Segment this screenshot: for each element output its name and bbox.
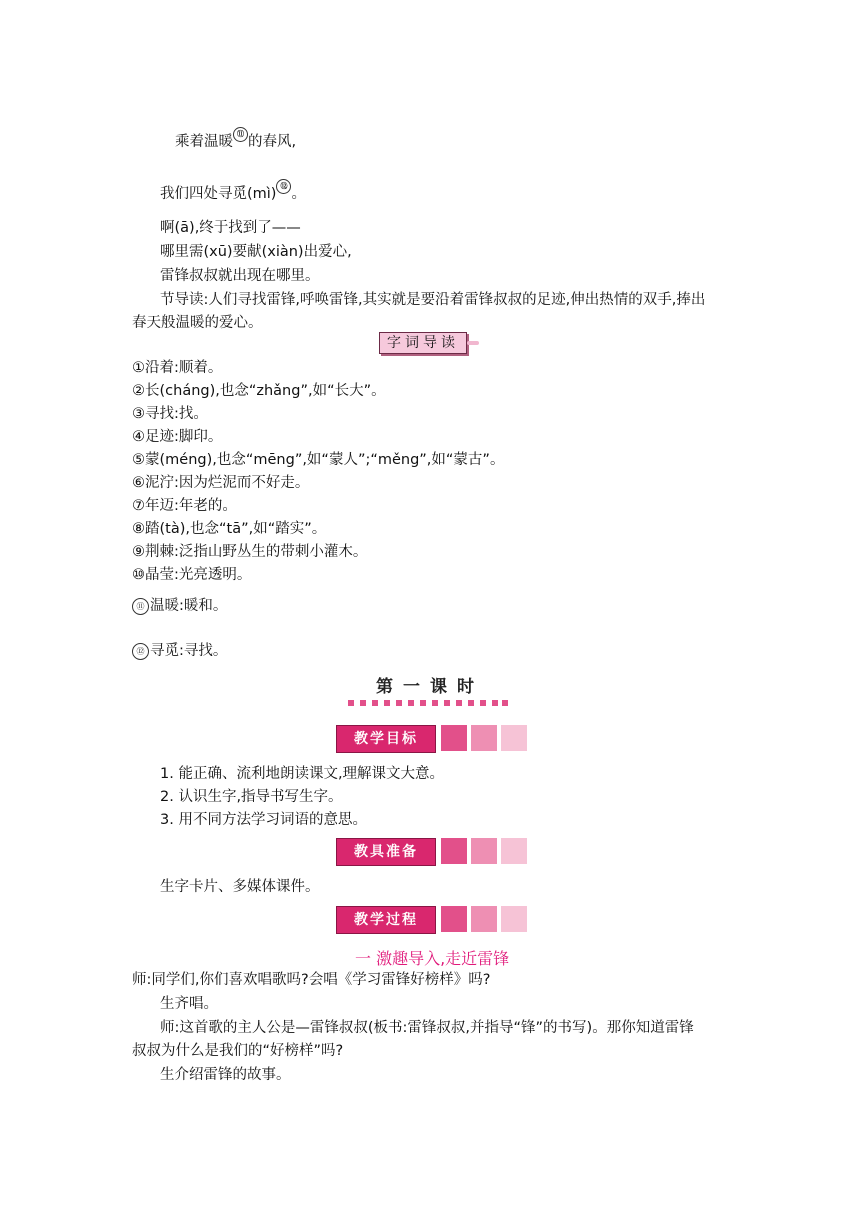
decor-square (441, 906, 467, 932)
process-paragraph: 叔叔为什么是我们的“好榜样”吗? (132, 1043, 344, 1059)
glossary-item: ⑨荆棘:泛指山野丛生的带刺小灌木。 (132, 544, 368, 560)
decor-square (501, 838, 527, 864)
process-step-heading: 一 激趣导入,走近雷锋 (355, 949, 510, 968)
footnote-marker: ⑪ (132, 598, 149, 615)
glossary-item: ⑧踏(tà),也念“tā”,如“踏实”。 (132, 521, 327, 537)
section-guide-line-1: 节导读:人们寻找雷锋,呼唤雷锋,其实就是要沿着雷锋叔叔的足迹,伸出热情的双手,捧出 (160, 292, 706, 308)
glossary-item (132, 596, 227, 616)
decor-square (471, 838, 497, 864)
word-guide-label: 字词导读 (379, 332, 467, 354)
goal-item: 2. 认识生字,指导书写生字。 (160, 789, 343, 805)
glossary-text: 寻觅:寻找。 (150, 643, 228, 659)
decor-square (441, 838, 467, 864)
poem-line-5: 雷锋叔叔就出现在哪里。 (160, 268, 320, 284)
poem-text: 的春风, (248, 134, 297, 150)
tools-text: 生字卡片、多媒体课件。 (160, 879, 320, 895)
poem-text: 乘着温暖 (175, 134, 233, 150)
poem-line-1 (175, 129, 297, 152)
decor-square (501, 725, 527, 751)
glossary-item: ④足迹:脚印。 (132, 429, 223, 445)
footnote-marker: ⑫ (276, 179, 291, 194)
poem-line-2 (160, 181, 306, 204)
glossary-text: 温暖:暖和。 (150, 598, 228, 614)
section-goals-header: 教学目标 (336, 725, 436, 753)
poem-text: 我们四处寻觅(mì) (160, 186, 277, 202)
footnote-marker: ⑪ (233, 127, 248, 142)
glossary-item: ⑥泥泞:因为烂泥而不好走。 (132, 475, 310, 491)
section-guide-line-2: 春天般温暖的爱心。 (132, 315, 263, 331)
process-paragraph: 生齐唱。 (160, 996, 218, 1012)
glossary-item: ②长(cháng),也念“zhǎng”,如“长大”。 (132, 383, 386, 399)
poem-line-4: 哪里需(xū)要献(xiàn)出爱心, (160, 244, 352, 260)
process-paragraph: 师:同学们,你们喜欢唱歌吗?会唱《学习雷锋好榜样》吗? (132, 972, 491, 988)
pencil-tail-icon (467, 341, 479, 345)
decor-square (441, 725, 467, 751)
goal-item: 1. 能正确、流利地朗读课文,理解课文大意。 (160, 766, 445, 782)
glossary-item: ⑩晶莹:光亮透明。 (132, 567, 252, 583)
section-process-header: 教学过程 (336, 906, 436, 934)
lesson-title: 第一课时 (376, 677, 484, 697)
glossary-item: ⑦年迈:年老的。 (132, 498, 237, 514)
lesson-title-underline (348, 700, 508, 708)
decor-square (471, 725, 497, 751)
glossary-item: ①沿着:顺着。 (132, 360, 223, 376)
section-tools-header: 教具准备 (336, 838, 436, 866)
glossary-item: ③寻找:找。 (132, 406, 208, 422)
decor-square (471, 906, 497, 932)
footnote-marker: ⑫ (132, 643, 149, 660)
poem-line-3: 啊(ā),终于找到了—— (160, 220, 301, 236)
poem-text: 。 (291, 186, 306, 202)
goal-item: 3. 用不同方法学习词语的意思。 (160, 812, 367, 828)
process-paragraph: 师:这首歌的主人公是—雷锋叔叔(板书:雷锋叔叔,并指导“锋”的书写)。那你知道雷锋 (160, 1020, 694, 1036)
process-paragraph: 生介绍雷锋的故事。 (160, 1067, 291, 1083)
glossary-item: ⑤蒙(méng),也念“mēng”,如“蒙人”;“měng”,如“蒙古”。 (132, 452, 505, 468)
glossary-item (132, 641, 227, 661)
decor-square (501, 906, 527, 932)
